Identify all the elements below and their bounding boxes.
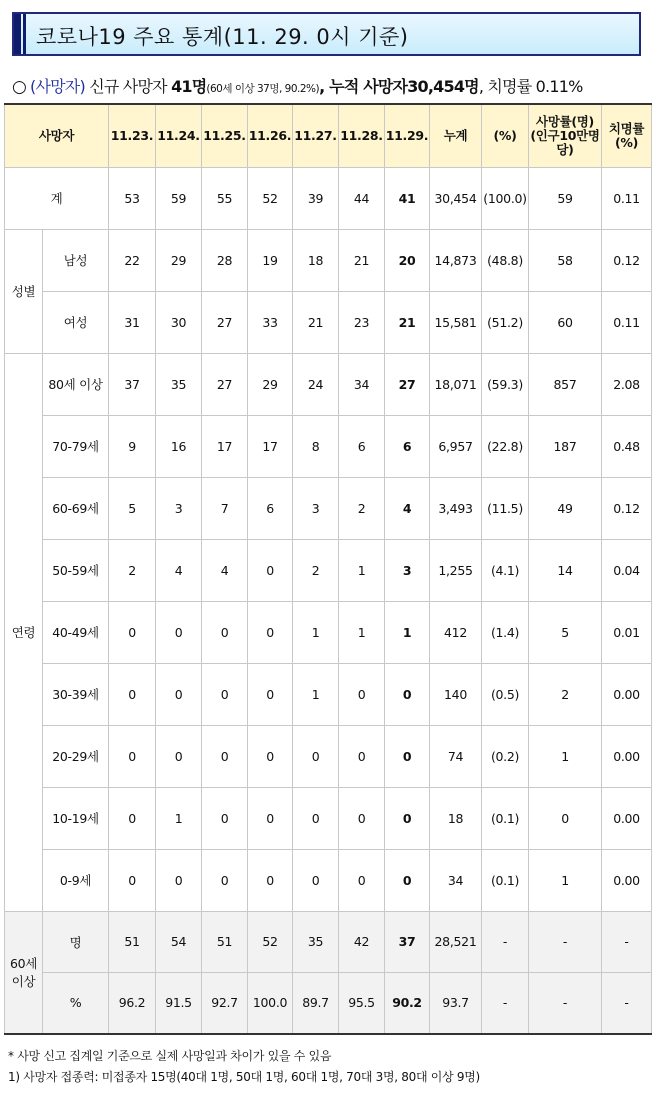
cell: 1 (293, 601, 339, 663)
cell: 2 (339, 477, 385, 539)
cell: 0.48 (602, 415, 652, 477)
cell: 2 (293, 539, 339, 601)
header-death-rate-line1: 사망률(명) (536, 113, 594, 129)
cell: 0.00 (602, 787, 652, 849)
cell: 140 (430, 663, 482, 725)
cell: 42 (339, 911, 385, 972)
row-label: 40-49세 (43, 601, 109, 663)
title-box (12, 12, 641, 56)
cell: 96.2 (109, 972, 156, 1034)
cell: 0 (293, 849, 339, 911)
cell: 0 (248, 787, 293, 849)
cell: 51 (109, 911, 156, 972)
cell: 187 (529, 415, 602, 477)
cell: 0 (248, 849, 293, 911)
cell: 3,493 (430, 477, 482, 539)
cell: 0 (248, 539, 293, 601)
cell: 21 (339, 229, 385, 291)
cell: 29 (248, 353, 293, 415)
cell: 16 (156, 415, 202, 477)
new-deaths-label: 신규 사망자 (89, 77, 167, 96)
cell: 0 (202, 601, 248, 663)
cell-today: 37 (385, 911, 430, 972)
table-row (5, 415, 652, 477)
cell: 17 (202, 415, 248, 477)
group-label-over60-line1: 60세 (9, 956, 38, 971)
table-row (5, 229, 652, 291)
cell: 37 (109, 353, 156, 415)
cell: 59 (529, 167, 602, 229)
cell: - (602, 911, 652, 972)
cell: 93.7 (430, 972, 482, 1034)
row-label: 10-19세 (43, 787, 109, 849)
header-date: 11.25. (202, 104, 248, 167)
cell: 0 (109, 787, 156, 849)
cell-today: 0 (385, 725, 430, 787)
cell: 5 (529, 601, 602, 663)
row-label: 20-29세 (43, 725, 109, 787)
cell: 34 (430, 849, 482, 911)
cell: 35 (156, 353, 202, 415)
title-accent-bar (14, 14, 21, 54)
cell: 412 (430, 601, 482, 663)
new-deaths-detail: (60세 이상 37명, 90.2%) (206, 83, 320, 95)
cell: 0 (339, 725, 385, 787)
cell-today: 90.2 (385, 972, 430, 1034)
cell: 21 (293, 291, 339, 353)
cell: 0 (339, 663, 385, 725)
cell-today: 41 (385, 167, 430, 229)
row-label: 명 (43, 911, 109, 972)
cell: 2 (109, 539, 156, 601)
cell: 49 (529, 477, 602, 539)
cell: 24 (293, 353, 339, 415)
table-row (5, 477, 652, 539)
group-label-over60-line2: 이상 (11, 974, 36, 989)
cell-today: 0 (385, 663, 430, 725)
cell: 89.7 (293, 972, 339, 1034)
cell: 0.11 (602, 167, 652, 229)
cell: (0.1) (482, 849, 529, 911)
cell: (1.4) (482, 601, 529, 663)
cell: 51 (202, 911, 248, 972)
cell: 0 (202, 849, 248, 911)
cell: - (529, 972, 602, 1034)
cell: 53 (109, 167, 156, 229)
table-row-over60-percent (5, 972, 652, 1034)
cell: (59.3) (482, 353, 529, 415)
cell: (0.1) (482, 787, 529, 849)
cell: 31 (109, 291, 156, 353)
cell: 0.01 (602, 601, 652, 663)
cell: 7 (202, 477, 248, 539)
header-percent: (%) (482, 104, 529, 167)
cell: (100.0) (482, 167, 529, 229)
group-label-age: 연령 (5, 353, 43, 911)
cell: 39 (293, 167, 339, 229)
header-death-rate-line3: 당) (556, 141, 574, 157)
cell: 0 (156, 725, 202, 787)
footnote: * 사망 신고 집계일 기준으로 실제 사망일과 차이가 있을 수 있음 (8, 1049, 332, 1063)
new-deaths-count: 41명 (171, 77, 207, 96)
page-title: 코로나19 주요 통계(11. 29. 0시 기준) (36, 25, 409, 49)
cell: 54 (156, 911, 202, 972)
cell: 33 (248, 291, 293, 353)
cell: (22.8) (482, 415, 529, 477)
summary-tag: (사망자) (30, 77, 85, 96)
table-row (5, 663, 652, 725)
cell: 0 (109, 601, 156, 663)
cell: 0 (156, 849, 202, 911)
cell: 0.00 (602, 663, 652, 725)
cell: 27 (202, 353, 248, 415)
cell: 1 (529, 849, 602, 911)
bullet-circle: ○ (12, 77, 27, 97)
header-date-today: 11.29. (385, 104, 430, 167)
cell: (11.5) (482, 477, 529, 539)
cell: 30,454 (430, 167, 482, 229)
row-label: 여성 (43, 291, 109, 353)
cell: 28 (202, 229, 248, 291)
cell: 23 (339, 291, 385, 353)
cell: 0 (109, 725, 156, 787)
cell: 4 (156, 539, 202, 601)
cell: 0 (109, 849, 156, 911)
cell: - (482, 911, 529, 972)
cell: 18 (430, 787, 482, 849)
header-date: 11.24. (156, 104, 202, 167)
row-label: 0-9세 (43, 849, 109, 911)
cell: 0.12 (602, 229, 652, 291)
group-label-sex: 성별 (5, 229, 43, 353)
cell: 6 (339, 415, 385, 477)
cell: 18,071 (430, 353, 482, 415)
row-label: % (43, 972, 109, 1034)
row-label: 80세 이상 (43, 353, 109, 415)
cell: 0.11 (602, 291, 652, 353)
table-row-over60-count (5, 911, 652, 972)
table-row (5, 353, 652, 415)
cell: 1 (339, 601, 385, 663)
cell: 29 (156, 229, 202, 291)
header-date: 11.26. (248, 104, 293, 167)
cell: 1 (293, 663, 339, 725)
cell: 0 (156, 601, 202, 663)
cell: 27 (202, 291, 248, 353)
header-deaths: 사망자 (5, 104, 109, 167)
cell: 44 (339, 167, 385, 229)
cell: 857 (529, 353, 602, 415)
cell: 2.08 (602, 353, 652, 415)
cell: (0.2) (482, 725, 529, 787)
cell: 0 (248, 663, 293, 725)
header-death-rate-line2b: 10만명 (559, 127, 600, 143)
cell: 3 (293, 477, 339, 539)
cell: 1 (156, 787, 202, 849)
cell: 17 (248, 415, 293, 477)
cell: 0 (109, 663, 156, 725)
footnote: 1) 사망자 접종력: 미접종자 15명(40대 1명, 50대 1명, 60대 1명, 70대 3명, 80대 이상 9명) (8, 1070, 480, 1084)
cell: 74 (430, 725, 482, 787)
cell: 0 (529, 787, 602, 849)
cell: 1 (529, 725, 602, 787)
cell: 52 (248, 911, 293, 972)
cell: (0.5) (482, 663, 529, 725)
footnotes (8, 1046, 480, 1088)
cell: 3 (156, 477, 202, 539)
cell: (48.8) (482, 229, 529, 291)
row-label: 30-39세 (43, 663, 109, 725)
cell: 18 (293, 229, 339, 291)
cell: 5 (109, 477, 156, 539)
cell: - (482, 972, 529, 1034)
cell: 1 (339, 539, 385, 601)
table-row-total (5, 167, 652, 229)
cell-today: 0 (385, 849, 430, 911)
cell-today: 1 (385, 601, 430, 663)
cell: 0 (293, 787, 339, 849)
cell-today: 4 (385, 477, 430, 539)
header-date: 11.28. (339, 104, 385, 167)
cell: 9 (109, 415, 156, 477)
cell: 0 (293, 725, 339, 787)
cell: 4 (202, 539, 248, 601)
cell: 15,581 (430, 291, 482, 353)
cell: 92.7 (202, 972, 248, 1034)
header-fatality-line2: (%) (614, 134, 639, 150)
cell: (4.1) (482, 539, 529, 601)
header-fatality (602, 104, 652, 167)
cell: 58 (529, 229, 602, 291)
row-label: 50-59세 (43, 539, 109, 601)
cell: 19 (248, 229, 293, 291)
header-date: 11.23. (109, 104, 156, 167)
row-label: 남성 (43, 229, 109, 291)
cell: - (529, 911, 602, 972)
header-death-rate (529, 104, 602, 167)
cell: 6,957 (430, 415, 482, 477)
table-row (5, 849, 652, 911)
table-row (5, 539, 652, 601)
cell: 0.00 (602, 725, 652, 787)
cell: 14 (529, 539, 602, 601)
cell: 28,521 (430, 911, 482, 972)
cell-today: 0 (385, 787, 430, 849)
cell: 0 (156, 663, 202, 725)
cell-today: 6 (385, 415, 430, 477)
cell: 14,873 (430, 229, 482, 291)
cell: 34 (339, 353, 385, 415)
cell: 8 (293, 415, 339, 477)
cell: 55 (202, 167, 248, 229)
cell: 0.00 (602, 849, 652, 911)
cell: 59 (156, 167, 202, 229)
header-fatality-line1: 치명률 (608, 120, 645, 136)
table-row (5, 787, 652, 849)
cell-today: 27 (385, 353, 430, 415)
cell: 35 (293, 911, 339, 972)
header-date: 11.27. (293, 104, 339, 167)
cell: 0 (202, 725, 248, 787)
cell: 30 (156, 291, 202, 353)
cell: 6 (248, 477, 293, 539)
cell: 100.0 (248, 972, 293, 1034)
cell: 0 (248, 601, 293, 663)
cell-today: 3 (385, 539, 430, 601)
cell: 0.04 (602, 539, 652, 601)
table-row (5, 725, 652, 787)
table-row (5, 601, 652, 663)
cell: 22 (109, 229, 156, 291)
cell: - (602, 972, 652, 1034)
cell: 91.5 (156, 972, 202, 1034)
group-label-over60 (5, 911, 43, 1034)
header-death-rate-line2a: (인구 (530, 127, 560, 143)
cell: 0 (202, 787, 248, 849)
cell: 1,255 (430, 539, 482, 601)
cell: 0 (248, 725, 293, 787)
deaths-table (4, 103, 652, 1035)
cell-today: 20 (385, 229, 430, 291)
cell: 0 (339, 849, 385, 911)
row-label: 70-79세 (43, 415, 109, 477)
cell-today: 21 (385, 291, 430, 353)
cell: 60 (529, 291, 602, 353)
cell: 0.12 (602, 477, 652, 539)
table-row (5, 291, 652, 353)
cell: 0 (202, 663, 248, 725)
row-label: 60-69세 (43, 477, 109, 539)
header-row (5, 104, 652, 167)
title-accent-bar-thin (23, 14, 26, 54)
cell: 52 (248, 167, 293, 229)
cell: 2 (529, 663, 602, 725)
cumulative-count: 30,454명 (407, 77, 479, 96)
cumulative-label: , 누적 사망자 (319, 77, 408, 96)
cell: (51.2) (482, 291, 529, 353)
header-cumulative: 누계 (430, 104, 482, 167)
fatality-rate: , 치명률 0.11% (478, 77, 583, 96)
summary-line (12, 74, 652, 102)
row-label: 계 (5, 167, 109, 229)
cell: 95.5 (339, 972, 385, 1034)
cell: 0 (339, 787, 385, 849)
